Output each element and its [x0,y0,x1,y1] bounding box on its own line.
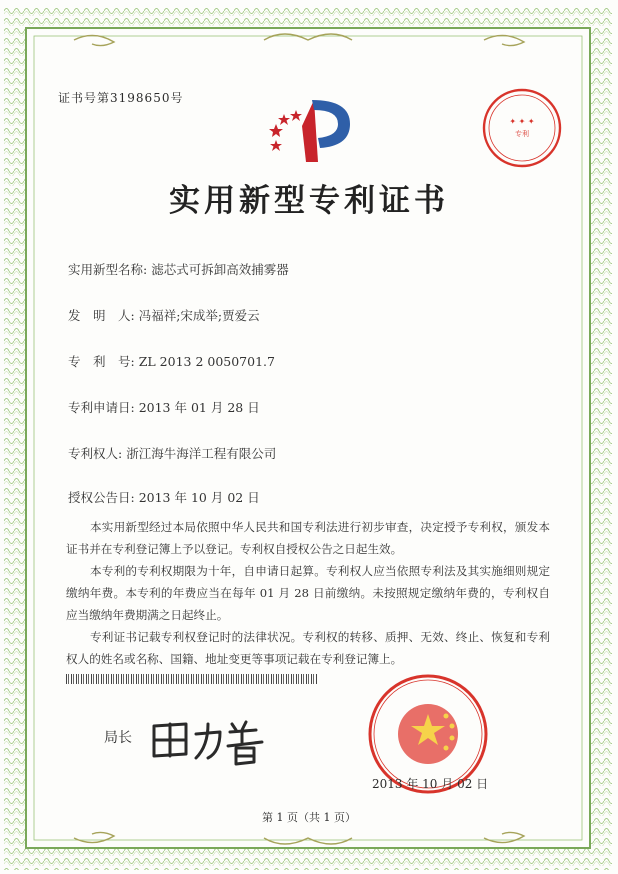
filing-date-value: 2013 年 01 月 28 日 [138,400,260,415]
grant-date-row [68,490,260,506]
patent-number-row [68,354,275,370]
body-paragraph-2: 本专利的专利权期限为十年，自申请日起算。专利权人应当依照专利法及其实施细则规定缴纳年费。本专利的年费应当在每年 01 月 28 日前缴纳。未按照规定缴纳年费的，专利权自应当缴纳年费期满之日起终止。 [66,564,550,622]
utility-model-name-row [68,262,289,278]
patentee-row [68,446,276,462]
certificate-number: 证书号第3198650号 [58,91,184,105]
inventor-row [68,308,260,324]
filing-date-row [68,400,260,416]
utility-model-name-label: 实用新型名称: [68,262,148,277]
utility-model-name-value: 滤芯式可拆卸高效捕雾器 [151,262,289,277]
patent-number-label: 专 利 号: [68,354,135,369]
barcode [66,674,318,684]
patentee-value: 浙江海牛海洋工程有限公司 [126,446,277,461]
director-label: 局长 [104,730,132,746]
patent-number-value: ZL 2013 2 0050701.7 [138,354,275,369]
body-paragraph-3: 专利证书记载专利权登记时的法律状况。专利权的转移、质押、无效、终止、恢复和专利权人的姓名或名称、国籍、地址变更等事项记载在专利登记簿上。 [66,630,550,666]
inventor-value: 冯福祥;宋成举;贾爱云 [138,308,260,323]
filing-date-label: 专利申请日: [68,400,135,415]
page-footer: 第 1 页（共 1 页） [262,811,356,824]
seal-date: 2013 年 10 月 02 日 [372,777,489,791]
svg-text:✦ ✦ ✦: ✦ ✦ ✦ [509,117,535,126]
certificate-title: 实用新型专利证书 [169,183,449,219]
inventor-label: 发 明 人: [68,308,135,323]
grant-date-value: 2013 年 10 月 02 日 [138,490,260,505]
grant-date-label: 授权公告日: [68,490,135,505]
svg-text:专利: 专利 [515,130,529,138]
patentee-label: 专利权人: [68,446,123,461]
agency-red-stamp [480,86,564,170]
director-signature [146,712,276,768]
body-paragraph-1: 本实用新型经过本局依照中华人民共和国专利法进行初步审查，决定授予专利权，颁发本证书并在专利登记簿上予以登记。专利权自授权公告之日起生效。 [66,520,550,556]
sipo-logo-icon [262,92,362,172]
